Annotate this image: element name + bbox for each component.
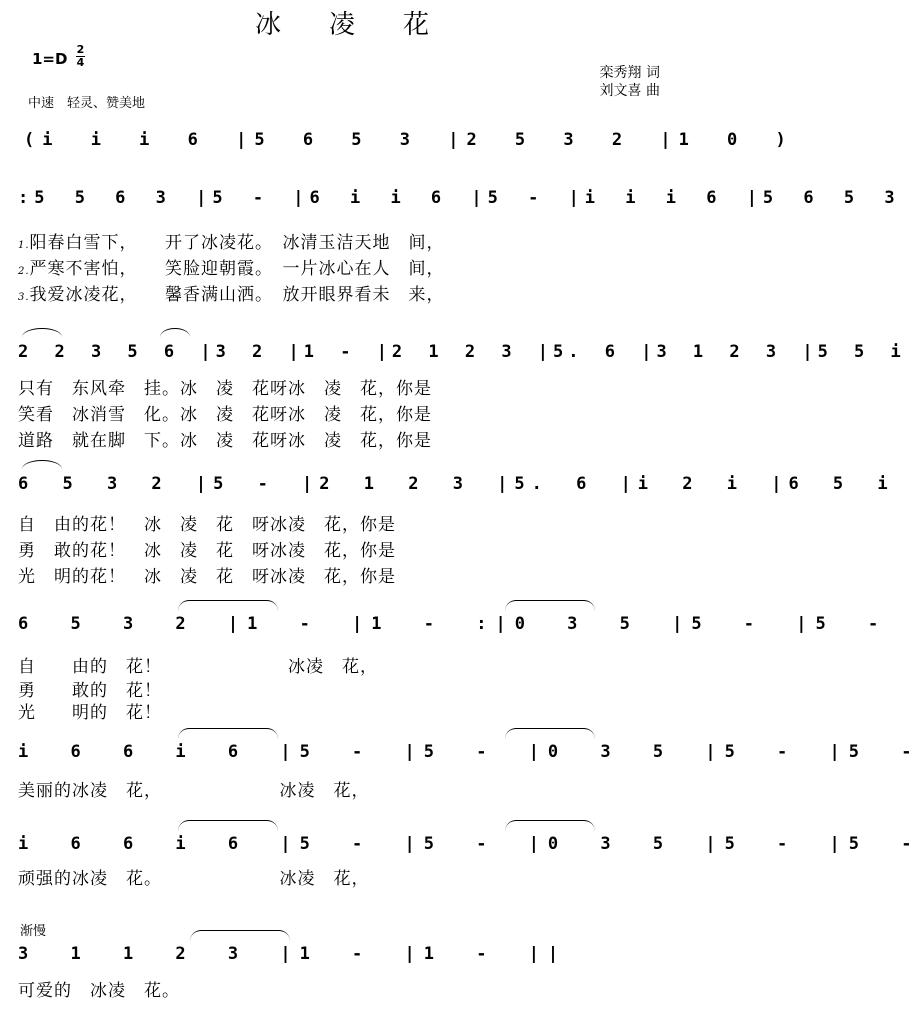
slur-mark [160, 328, 190, 337]
lyric-row-5: 美丽的冰凌 花， 冰凌 花， [18, 781, 370, 801]
tie-mark [190, 930, 290, 941]
time-signature: 2 4 [76, 43, 85, 69]
tie-mark [505, 820, 595, 831]
lyric-row-7: 可爱的 冰凌 花。 [18, 981, 180, 1001]
lyric-row-3-verse-2: 勇 敢的花！ 冰 凌 花 呀冰凌 花，你是 [18, 541, 396, 561]
score-row-2: 2 2 3 5 6 |3 2 |1 - |2 1 2 3 |5. 6 |3 1 2 3 |5 5 i [18, 342, 906, 362]
key-signature: 1=D [32, 50, 68, 68]
slur-mark [22, 460, 62, 469]
tie-mark [505, 728, 595, 739]
score-row-3: 6 5 3 2 |5 - |2 1 2 3 |5. 6 |i 2 i |6 5 i [18, 474, 895, 494]
tie-mark [505, 600, 595, 611]
lyric-row-1-verse-3: 3.我爱冰凌花， 馨香满山洒。 放开眼界看未 来， [18, 285, 445, 305]
tie-mark [178, 728, 278, 739]
lyric-row-3-verse-1: 自 由的花！ 冰 凌 花 呀冰凌 花，你是 [18, 515, 396, 535]
lyric-row-4-verse-1: 自 由的 花！ 冰凌 花， [18, 657, 378, 677]
score-row-intro: (i i i 6 |5 6 5 3 |2 5 3 2 |1 0 ) [24, 130, 794, 150]
score-row-5: i 6 6 i 6 |5 - |5 - |0 3 5 |5 - |5 - [18, 742, 920, 762]
lyric-row-4-verse-2: 勇 敢的 花！ [18, 681, 162, 701]
score-row-4: 6 5 3 2 |1 - |1 - :|0 3 5 |5 - |5 - [18, 614, 888, 634]
lyric-row-2-verse-1: 只有 东风牵 挂。冰 凌 花呀冰 凌 花，你是 [18, 379, 432, 399]
slur-mark [22, 328, 62, 337]
lyric-row-2-verse-3: 道路 就在脚 下。冰 凌 花呀冰 凌 花，你是 [18, 431, 432, 451]
ritardando-marking: 渐慢 [20, 924, 47, 939]
lyric-row-3-verse-3: 光 明的花！ 冰 凌 花 呀冰凌 花，你是 [18, 567, 396, 587]
song-title: 冰凌花 [254, 10, 477, 40]
lyric-row-2-verse-2: 笑看 冰消雪 化。冰 凌 花呀冰 凌 花，你是 [18, 405, 432, 425]
lyric-row-4-verse-3: 光 明的 花！ [18, 703, 162, 723]
lyric-row-1-verse-2: 2.严寒不害怕， 笑脸迎朝霞。 一片冰心在人 间， [18, 259, 445, 279]
lyric-row-6: 顽强的冰凌 花。 冰凌 花， [18, 869, 370, 889]
tie-mark [178, 820, 278, 831]
lyricist-credit: 栾秀翔 词 [599, 65, 660, 81]
score-row-1: :5 5 6 3 |5 - |6 i i 6 |5 - |i i i 6 |5 6 5 3 [18, 188, 901, 208]
score-row-6: i 6 6 i 6 |5 - |5 - |0 3 5 |5 - |5 - [18, 834, 920, 854]
score-row-7: 3 1 1 2 3 |1 - |1 - || [18, 944, 568, 964]
tie-mark [178, 600, 278, 611]
composer-credit: 刘文喜 曲 [599, 83, 660, 99]
lyric-row-1-verse-1: 1.阳春白雪下， 开了冰凌花。 冰清玉洁天地 间， [18, 233, 445, 253]
tempo-marking: 中速 轻灵、赞美地 [28, 96, 146, 111]
